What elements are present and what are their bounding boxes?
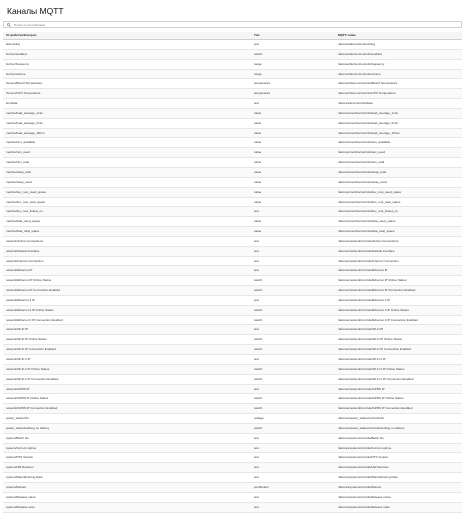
type-cell: text	[251, 295, 335, 305]
table-row[interactable]	[3, 207, 462, 217]
type-cell: value	[251, 158, 335, 168]
mqtt-topic-cell: /devices/network/controls/Wi-Fi 2 IP Connection Enabled	[335, 374, 462, 384]
device-control-cell: system/HW Revision	[3, 463, 251, 473]
device-control-cell: metrics/dev_root_total_space	[3, 197, 251, 207]
device-control-cell: network/Wi-Fi 2 IP Connection Enabled	[3, 374, 251, 384]
device-control-cell: system/Manufacturing Date	[3, 473, 251, 483]
mqtt-topic-cell: /devices/metrics/controls/data_used_space	[335, 217, 462, 227]
type-cell: value	[251, 138, 335, 148]
column-header-device-control[interactable]: Устройство/Контрол	[3, 32, 251, 40]
mqtt-topic-cell: /devices/system/controls/Release name	[335, 492, 462, 502]
table-row[interactable]	[3, 453, 462, 463]
mqtt-topic-cell: /devices/network/controls/Wi-Fi IP Online Status	[335, 335, 462, 345]
mqtt-topic-cell: /devices/network/controls/Ethernet 2 IP	[335, 295, 462, 305]
table-row[interactable]	[3, 49, 462, 59]
type-cell: value	[251, 108, 335, 118]
page-title: Каналы MQTT	[7, 6, 64, 16]
type-cell: value	[251, 128, 335, 138]
device-control-cell: network/Ethernet 2 IP Connection Enabled	[3, 315, 251, 325]
table-row[interactable]	[3, 138, 462, 148]
mqtt-topic-cell: /devices/system/controls/Current uptime	[335, 443, 462, 453]
mqtt-topic-cell: /devices/alarms/controls/log	[335, 40, 462, 50]
table-row[interactable]	[3, 89, 462, 99]
type-cell: switch	[251, 423, 335, 433]
channels-table	[3, 32, 462, 513]
mqtt-topic-cell: /devices/metrics/controls/load_average_15min	[335, 128, 462, 138]
mqtt-topic-cell: /devices/network/controls/GPRS IP	[335, 384, 462, 394]
mqtt-topic-cell: /devices/metrics/controls/dev_root_total_space	[335, 197, 462, 207]
mqtt-topic-cell: /devices/knx/controls/data	[335, 99, 462, 109]
type-cell: switch	[251, 49, 335, 59]
mqtt-topic-cell: /devices/buzzer/controls/volume	[335, 69, 462, 79]
table-row[interactable]	[3, 463, 462, 473]
type-cell: voltage	[251, 414, 335, 424]
type-cell: text	[251, 492, 335, 502]
type-cell: value	[251, 187, 335, 197]
table-row[interactable]	[3, 325, 462, 335]
device-control-cell: metrics/ram_total	[3, 158, 251, 168]
search-input[interactable]	[14, 22, 214, 27]
type-cell: range	[251, 69, 335, 79]
table-row[interactable]	[3, 345, 462, 355]
device-control-cell: buzzer/volume	[3, 69, 251, 79]
mqtt-topic-cell: /devices/power_status/controls/working on battery	[335, 423, 462, 433]
table-row[interactable]	[3, 236, 462, 246]
mqtt-topic-cell: /devices/network/controls/Ethernet IP Connection Enabled	[335, 286, 462, 296]
column-header-type[interactable]: Тип	[251, 32, 335, 40]
table-row[interactable]	[3, 197, 462, 207]
type-cell: value	[251, 167, 335, 177]
device-control-cell: network/Internet Connection	[3, 256, 251, 266]
device-control-cell: buzzer/frequency	[3, 59, 251, 69]
mqtt-topic-cell: /devices/network/controls/Wi-Fi 2 IP Online Status	[335, 364, 462, 374]
column-header-mqtt-topic[interactable]: MQTT-топик	[335, 32, 462, 40]
table-row[interactable]	[3, 482, 462, 492]
mqtt-topic-cell: /devices/system/controls/Reboot	[335, 482, 462, 492]
mqtt-topic-cell: /devices/metrics/controls/swap_used	[335, 177, 462, 187]
table-row[interactable]	[3, 473, 462, 483]
channels-table-container	[3, 32, 462, 513]
mqtt-topic-cell: /devices/network/controls/Default Interface	[335, 246, 462, 256]
table-row[interactable]	[3, 148, 462, 158]
type-cell: text	[251, 99, 335, 109]
table-row[interactable]	[3, 187, 462, 197]
mqtt-topic-cell: /devices/network/controls/Wi-Fi 2 IP	[335, 355, 462, 365]
table-body	[3, 40, 462, 513]
type-cell: text	[251, 433, 335, 443]
mqtt-topic-cell: /devices/network/controls/Ethernet 2 IP Online Status	[335, 305, 462, 315]
device-control-cell: metrics/swap_total	[3, 167, 251, 177]
table-row[interactable]	[3, 433, 462, 443]
type-cell: switch	[251, 364, 335, 374]
device-control-cell: network/Wi-Fi 2 IP Online Status	[3, 364, 251, 374]
device-control-cell: network/Active Connections	[3, 236, 251, 246]
table-row[interactable]	[3, 40, 462, 50]
mqtt-topic-cell: /devices/network/controls/Wi-Fi IP Connection Enabled	[335, 345, 462, 355]
device-control-cell: network/GPRS IP Online Status	[3, 394, 251, 404]
mqtt-topic-cell: /devices/network/controls/Active Connections	[335, 236, 462, 246]
mqtt-topic-cell: /devices/hwmon/controls/Board Temperature	[335, 79, 462, 89]
type-cell: text	[251, 246, 335, 256]
mqtt-topic-cell: /devices/system/controls/Release suite	[335, 502, 462, 512]
table-row[interactable]	[3, 227, 462, 237]
device-control-cell: metrics/load_average_5min	[3, 118, 251, 128]
type-cell: text	[251, 384, 335, 394]
device-control-cell: system/Current uptime	[3, 443, 251, 453]
table-row[interactable]	[3, 502, 462, 512]
device-control-cell: network/Ethernet 2 IP Online Status	[3, 305, 251, 315]
type-cell: text	[251, 40, 335, 50]
type-cell: value	[251, 177, 335, 187]
device-control-cell: system/Release name	[3, 492, 251, 502]
device-control-cell: network/Wi-Fi 2 IP	[3, 355, 251, 365]
device-control-cell: power_status/Vin	[3, 414, 251, 424]
table-row[interactable]	[3, 266, 462, 276]
table-row[interactable]	[3, 305, 462, 315]
table-row[interactable]	[3, 276, 462, 286]
type-cell: text	[251, 256, 335, 266]
table-row[interactable]	[3, 443, 462, 453]
type-cell: switch	[251, 345, 335, 355]
type-cell: switch	[251, 374, 335, 384]
device-control-cell: metrics/data_total_space	[3, 227, 251, 237]
table-row[interactable]	[3, 246, 462, 256]
device-control-cell: system/Reboot	[3, 482, 251, 492]
mqtt-topic-cell: /devices/network/controls/Ethernet IP Online Status	[335, 276, 462, 286]
type-cell: text	[251, 502, 335, 512]
type-cell: text	[251, 266, 335, 276]
device-control-cell: system/DTS Version	[3, 453, 251, 463]
device-control-cell: network/GPRS IP	[3, 384, 251, 394]
table-header-row	[3, 32, 462, 40]
device-control-cell: metrics/load_average_15min	[3, 128, 251, 138]
table-row[interactable]	[3, 364, 462, 374]
table-row[interactable]	[3, 177, 462, 187]
type-cell: text	[251, 207, 335, 217]
type-cell: text	[251, 325, 335, 335]
type-cell: switch	[251, 394, 335, 404]
mqtt-topic-cell: /devices/network/controls/Wi-Fi IP	[335, 325, 462, 335]
mqtt-topic-cell: /devices/metrics/controls/swap_total	[335, 167, 462, 177]
table-row[interactable]	[3, 118, 462, 128]
table-row[interactable]	[3, 355, 462, 365]
table-row[interactable]	[3, 128, 462, 138]
mqtt-topic-cell: /devices/metrics/controls/ram_total	[335, 158, 462, 168]
type-cell: switch	[251, 335, 335, 345]
type-cell: text	[251, 473, 335, 483]
table-row[interactable]	[3, 167, 462, 177]
device-control-cell: network/Ethernet IP	[3, 266, 251, 276]
mqtt-topic-cell: /devices/metrics/controls/dev_root_used_space	[335, 187, 462, 197]
table-row[interactable]	[3, 315, 462, 325]
type-cell: text	[251, 453, 335, 463]
search-icon	[7, 23, 11, 27]
mqtt-topic-cell: /devices/metrics/controls/load_average_5min	[335, 118, 462, 128]
type-cell: text	[251, 443, 335, 453]
table-row[interactable]	[3, 69, 462, 79]
type-cell: value	[251, 148, 335, 158]
device-control-cell: buzzer/enabled	[3, 49, 251, 59]
table-row[interactable]	[3, 108, 462, 118]
mqtt-topic-cell: /devices/network/controls/GPRS IP Connection Enabled	[335, 404, 462, 414]
mqtt-topic-cell: /devices/network/controls/GPRS IP Online Status	[335, 394, 462, 404]
mqtt-topic-cell: /devices/power_status/controls/Vin	[335, 414, 462, 424]
type-cell: temperature	[251, 79, 335, 89]
type-cell: value	[251, 197, 335, 207]
table-row[interactable]	[3, 374, 462, 384]
device-control-cell: hwmon/Board Temperature	[3, 79, 251, 89]
device-control-cell: metrics/load_average_1min	[3, 108, 251, 118]
device-control-cell: network/Ethernet 2 IP	[3, 295, 251, 305]
device-control-cell: knx/data	[3, 99, 251, 109]
type-cell: value	[251, 227, 335, 237]
table-row[interactable]	[3, 158, 462, 168]
mqtt-topic-cell: /devices/buzzer/controls/enabled	[335, 49, 462, 59]
table-row[interactable]	[3, 404, 462, 414]
type-cell: text	[251, 236, 335, 246]
device-control-cell: system/Batch No	[3, 433, 251, 443]
mqtt-topic-cell: /devices/metrics/controls/data_total_space	[335, 227, 462, 237]
device-control-cell: network/Wi-Fi IP Connection Enabled	[3, 345, 251, 355]
device-control-cell: metrics/ram_used	[3, 148, 251, 158]
device-control-cell: network/Ethernet IP Online Status	[3, 276, 251, 286]
device-control-cell: metrics/dev_root_used_space	[3, 187, 251, 197]
device-control-cell: network/GPRS IP Connection Enabled	[3, 404, 251, 414]
device-control-cell: system/Release suite	[3, 502, 251, 512]
type-cell: pushbutton	[251, 482, 335, 492]
device-control-cell: hwmon/CPU Temperature	[3, 89, 251, 99]
device-control-cell: metrics/data_used_space	[3, 217, 251, 227]
table-row[interactable]	[3, 217, 462, 227]
table-row[interactable]	[3, 394, 462, 404]
device-control-cell: network/Ethernet IP Connection Enabled	[3, 286, 251, 296]
table-row[interactable]	[3, 59, 462, 69]
search-box[interactable]	[3, 21, 462, 28]
type-cell: temperature	[251, 89, 335, 99]
device-control-cell: metrics/ram_available	[3, 138, 251, 148]
table-row[interactable]	[3, 335, 462, 345]
mqtt-topic-cell: /devices/system/controls/HW Revision	[335, 463, 462, 473]
table-row[interactable]	[3, 423, 462, 433]
device-control-cell: metrics/dev_root_linked_on	[3, 207, 251, 217]
device-control-cell: alarms/log	[3, 40, 251, 50]
device-control-cell: network/Wi-Fi IP	[3, 325, 251, 335]
table-row[interactable]	[3, 286, 462, 296]
type-cell: switch	[251, 404, 335, 414]
mqtt-topic-cell: /devices/network/controls/Ethernet 2 IP Connection Enabled	[335, 315, 462, 325]
mqtt-topic-cell: /devices/metrics/controls/load_average_1min	[335, 108, 462, 118]
mqtt-topic-cell: /devices/metrics/controls/dev_root_linked_on	[335, 207, 462, 217]
type-cell: switch	[251, 315, 335, 325]
mqtt-topic-cell: /devices/buzzer/controls/frequency	[335, 59, 462, 69]
type-cell: value	[251, 118, 335, 128]
mqtt-topic-cell: /devices/metrics/controls/ram_used	[335, 148, 462, 158]
mqtt-topic-cell: /devices/system/controls/DTS Version	[335, 453, 462, 463]
table-row[interactable]	[3, 384, 462, 394]
mqtt-topic-cell: /devices/network/controls/Ethernet IP	[335, 266, 462, 276]
type-cell: text	[251, 463, 335, 473]
table-row[interactable]	[3, 79, 462, 89]
mqtt-topic-cell: /devices/system/controls/Batch No	[335, 433, 462, 443]
mqtt-topic-cell: /devices/hwmon/controls/CPU Temperature	[335, 89, 462, 99]
mqtt-topic-cell: /devices/system/controls/Manufacturing Date	[335, 473, 462, 483]
type-cell: value	[251, 217, 335, 227]
device-control-cell: power_status/working on battery	[3, 423, 251, 433]
type-cell: range	[251, 59, 335, 69]
device-control-cell: network/Default Interface	[3, 246, 251, 256]
mqtt-topic-cell: /devices/metrics/controls/ram_available	[335, 138, 462, 148]
mqtt-topic-cell: /devices/network/controls/Internet Connection	[335, 256, 462, 266]
device-control-cell: metrics/swap_used	[3, 177, 251, 187]
table-row[interactable]	[3, 256, 462, 266]
type-cell: switch	[251, 305, 335, 315]
type-cell: switch	[251, 276, 335, 286]
device-control-cell: network/Wi-Fi IP Online Status	[3, 335, 251, 345]
table-row[interactable]	[3, 492, 462, 502]
table-row[interactable]	[3, 414, 462, 424]
table-row[interactable]	[3, 99, 462, 109]
type-cell: switch	[251, 286, 335, 296]
table-row[interactable]	[3, 295, 462, 305]
type-cell: text	[251, 355, 335, 365]
